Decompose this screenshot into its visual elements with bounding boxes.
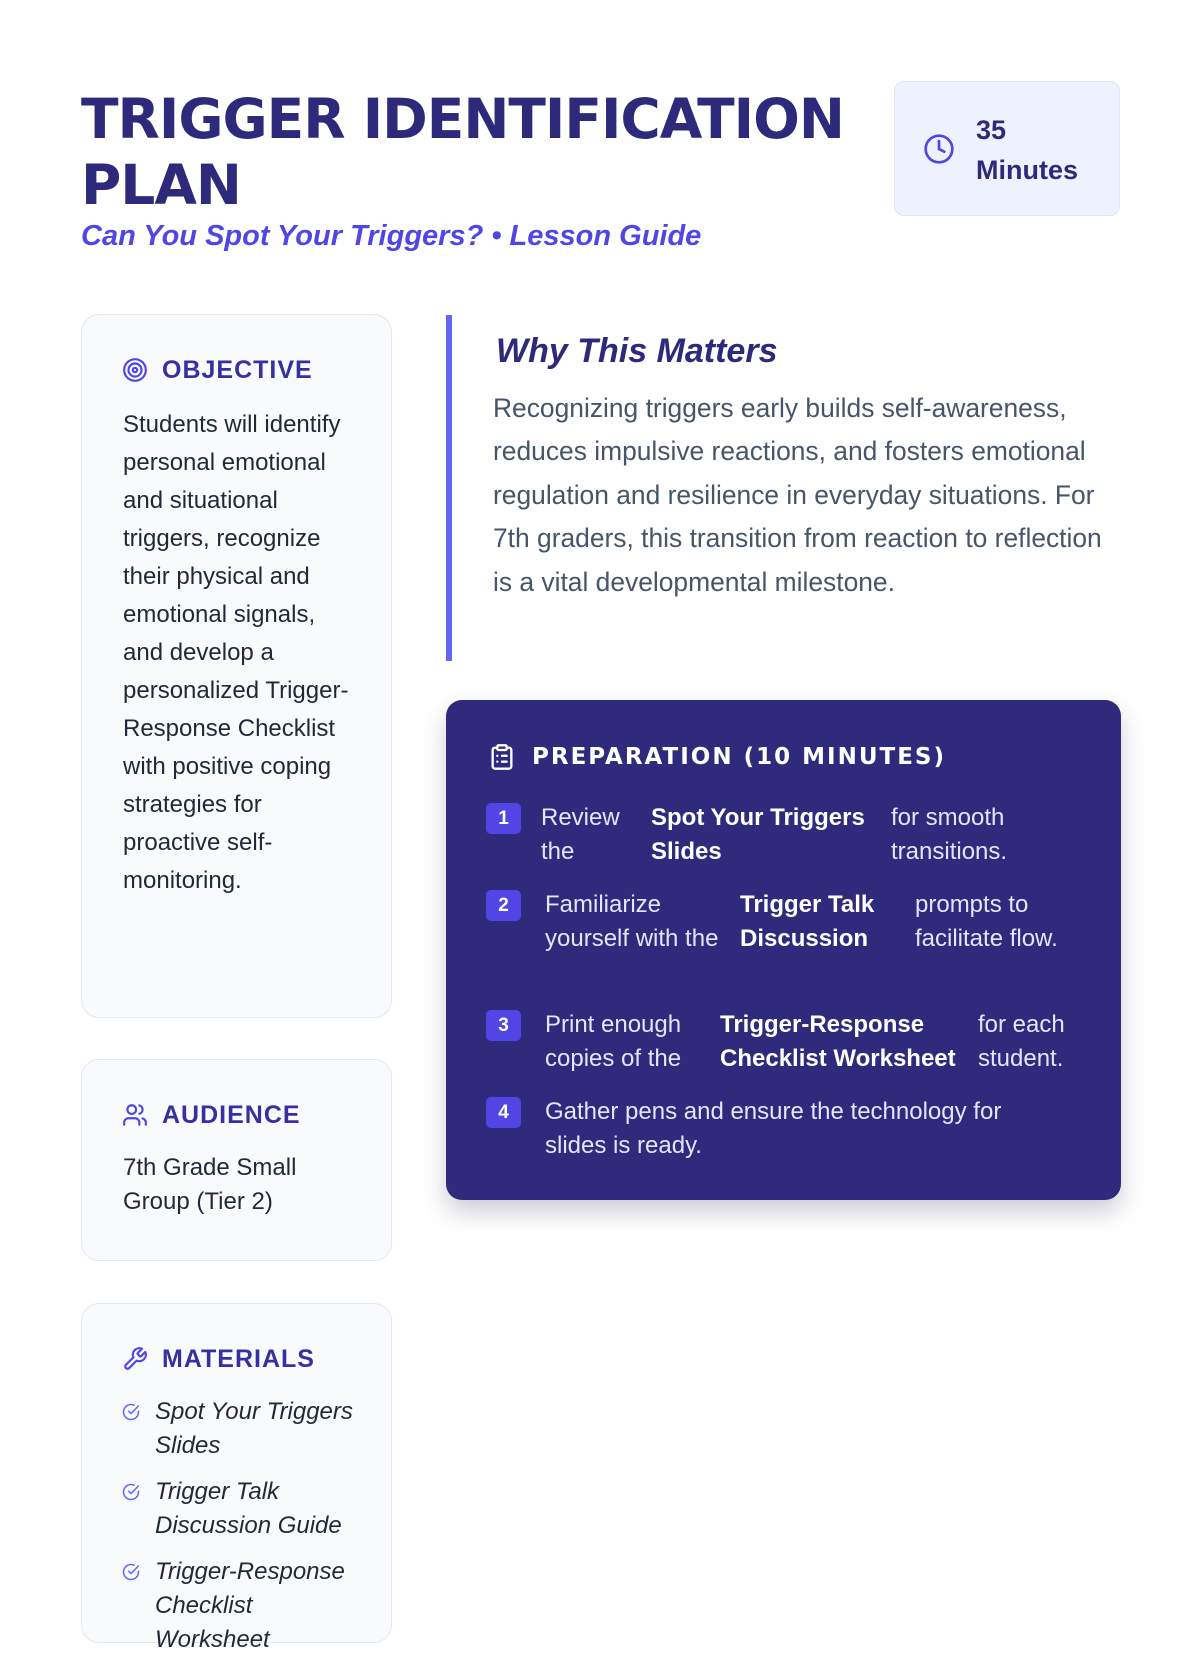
why-title: Why This Matters bbox=[496, 332, 778, 370]
duration-badge bbox=[894, 81, 1120, 216]
check-circle-icon bbox=[122, 1483, 140, 1501]
step-text: Gather pens and ensure the technology for slides is ready. bbox=[545, 1098, 1002, 1159]
step-text-after: prompts to facilitate flow. bbox=[915, 891, 1058, 952]
material-item bbox=[122, 1555, 362, 1657]
objective-card bbox=[81, 314, 392, 1018]
why-body: Recognizing triggers early builds self-awareness, reduces impulsive reactions, and fosters emotional regulation and resilience in everyday situations. For 7th graders, this transition from reaction to reflection is a vital developmental milestone. bbox=[493, 393, 1102, 597]
step-number: 2 bbox=[486, 890, 521, 921]
materials-heading bbox=[122, 1344, 315, 1374]
step-text-after: for smooth transitions. bbox=[891, 804, 1008, 865]
objective-label: OBJECTIVE bbox=[162, 355, 313, 384]
material-item-label: Trigger-Response Checklist Worksheet bbox=[155, 1558, 345, 1653]
preparation-panel bbox=[446, 700, 1121, 1200]
step-text-before: Print enough copies of the bbox=[545, 1011, 682, 1072]
step-text-highlight: Trigger Talk Discussion bbox=[740, 891, 875, 952]
step-text-highlight: Spot Your Triggers Slides bbox=[651, 804, 865, 865]
materials-label: MATERIALS bbox=[162, 1344, 315, 1373]
step-text-before: Review the bbox=[541, 804, 620, 865]
step-text bbox=[545, 888, 1075, 956]
why-this-matters bbox=[446, 315, 1121, 661]
target-icon bbox=[122, 357, 148, 383]
lesson-plan-page bbox=[81, 0, 1121, 1653]
objective-text: Students will identify personal emotional and situational triggers, recognize their physical and emotional signals, and develop a personalized Trigger-Response Checklist with positive coping strategies for proactive self-monitoring. bbox=[123, 411, 349, 894]
preparation-label: PREPARATION (10 MINUTES) bbox=[532, 744, 946, 770]
step-text bbox=[545, 1008, 1078, 1076]
step-text bbox=[541, 801, 1031, 869]
preparation-heading bbox=[488, 740, 946, 774]
audience-label: AUDIENCE bbox=[162, 1100, 301, 1129]
wrench-icon bbox=[122, 1346, 148, 1372]
audience-text: 7th Grade Small Group (Tier 2) bbox=[123, 1154, 297, 1215]
audience-heading bbox=[122, 1100, 301, 1130]
users-icon bbox=[122, 1102, 148, 1128]
page-header bbox=[81, 80, 1121, 260]
duration-text: 35 Minutes bbox=[976, 115, 1079, 185]
material-item bbox=[122, 1395, 362, 1463]
step-number: 1 bbox=[486, 803, 521, 834]
audience-card bbox=[81, 1059, 392, 1261]
page-subtitle: Can You Spot Your Triggers? • Lesson Guide bbox=[81, 220, 702, 252]
step-text-highlight: Trigger-Response Checklist Worksheet bbox=[720, 1011, 956, 1072]
step-text-before: Familiarize yourself with the bbox=[545, 891, 719, 952]
materials-card bbox=[81, 1303, 392, 1653]
step-number: 4 bbox=[486, 1097, 521, 1128]
check-circle-icon bbox=[122, 1563, 140, 1581]
objective-heading bbox=[122, 355, 313, 385]
clipboard-icon bbox=[488, 742, 516, 772]
page-title: TRIGGER IDENTIFICATION PLAN bbox=[81, 87, 844, 217]
clock-icon bbox=[923, 133, 955, 165]
check-circle-icon bbox=[122, 1403, 140, 1421]
material-item-label: Trigger Talk Discussion Guide bbox=[155, 1478, 342, 1539]
material-item-label: Spot Your Triggers Slides bbox=[155, 1398, 353, 1459]
step-number: 3 bbox=[486, 1010, 521, 1041]
materials-list bbox=[122, 1395, 362, 1669]
step-text-after: for each student. bbox=[978, 1011, 1065, 1072]
material-item bbox=[122, 1475, 362, 1543]
